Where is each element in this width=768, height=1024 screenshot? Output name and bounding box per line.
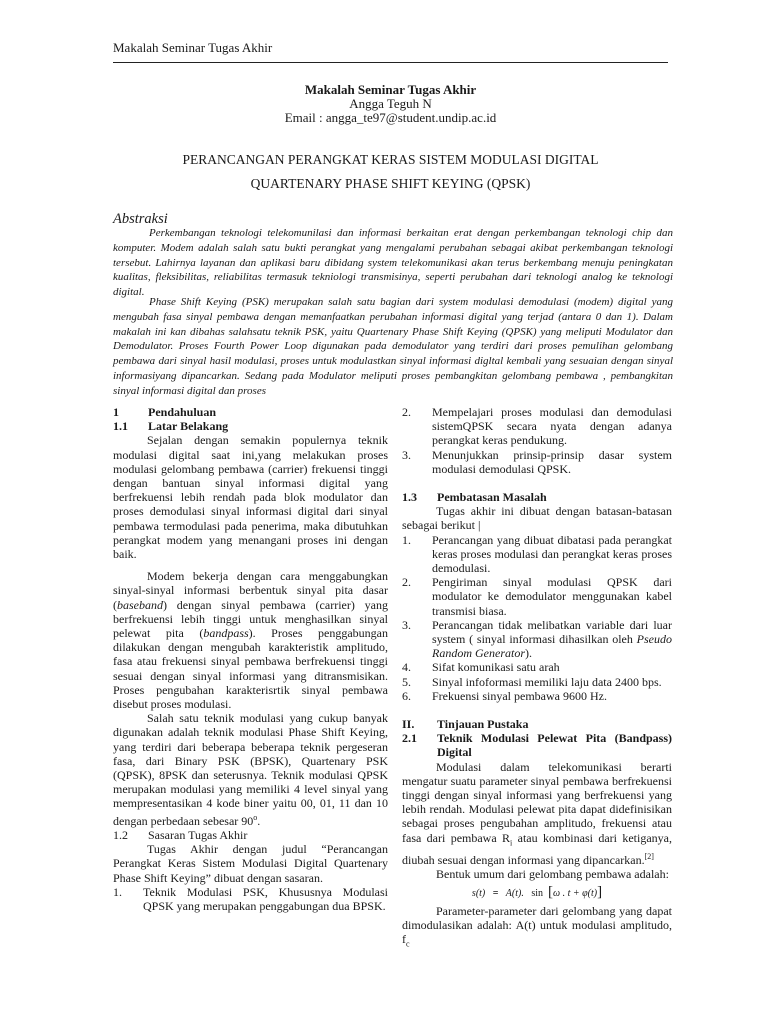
- formula-sin: sin: [531, 887, 544, 899]
- section-number: 1: [113, 405, 119, 419]
- text-run-italic: baseband: [117, 597, 163, 612]
- list-number: 5.: [402, 674, 411, 689]
- text-run: Salah satu teknik modulasi yang cukup banyak digunakan adalah teknik modulasi Phase Shift Keying, yang terdiri dari beberapa beberapa teknik pergeseran fasa, dari Binary PSK (BPSK), Quartenary PSK (QPSK), 8PSK dan seterusnya. Teknik modulasi QPSK merupakan modulasi yang memiliki 4 level sinyal yang mempresentasikan 4 kode biner yaitu 00, 01, 11 dan 10 dengan perbedaan sebesar 90: [113, 711, 388, 828]
- text-run-italic: bandpass: [203, 626, 249, 641]
- subsection-title: Latar Belakang: [148, 419, 229, 434]
- list-item: [402, 618, 672, 661]
- header-email: Email : angga_te97@student.undip.ac.id: [284, 110, 497, 125]
- list-item: [402, 405, 672, 448]
- subsection-heading: [113, 419, 388, 433]
- section-number: II.: [402, 717, 415, 732]
- text-run-italic: Pseudo Random Generator: [432, 632, 672, 661]
- subscript: i: [510, 838, 513, 848]
- list-number: 2.: [402, 575, 411, 590]
- formula-lhs: s(t): [471, 887, 486, 899]
- section-heading: [113, 405, 388, 419]
- abstract-text-2: Phase Shift Keying (PSK) merupakan salah satu bagian dari system modulasi demodulasi (modem) digital yang mengubah fasa sinyal pembawa dengan memanfaatkan perubahan informasi digital yang terjad (antara 0 dan 1). Dalam makalah ini kan dibahas salahsatu teknik PSK, yaitu Quartenary Phase Shift Keying (QPSK) yang meliputi Modulator dan Demodulator. Proses Fourth Power Loop digunakan pada demodulator yang terdiri dari proses pemulihan gelombang pembawa dari sinyal hasil modulasi, proses untuk modulastkan sinyal informasi digltal kembali yang sesuaian dengan sinyal informasiyang dipancarkan. Sedang pada Modulator meliputi proses pembangkitan gelombang pembawa , pembangkitan sinyal informasi digital dan proses: [113, 296, 673, 397]
- text-run: atau kombinasi dari ketiganya, diubah sesuai dengan informasi yang dipancarkan.: [402, 830, 672, 868]
- text-run: Tugas akhir ini dibuat dengan batasan-batasan sebagai berikut: [402, 504, 672, 533]
- list-item: [402, 689, 672, 703]
- right-column: [402, 405, 672, 952]
- header-title: Makalah Seminar Tugas Akhir: [304, 82, 477, 97]
- paragraph: Bentuk umum dari gelombang pembawa adalah:: [436, 867, 669, 882]
- subsection-number: 1.3: [402, 490, 417, 505]
- abstract-heading: Abstraksi: [113, 211, 168, 227]
- section-title: Pendahuluan: [148, 405, 217, 419]
- formula-argument: . t + φ(t): [560, 887, 598, 899]
- text-run: ). Proses penggabungan dilakukan dengan mengubah karakteristik amplitudo, fasa atau frekuensi sinyal pembawa berfrekuensi tinggi sesuai dengan sinyal informasi yang ditransmisikan. Proses pengubahan karakterisrtik sinyal pembawa disebut proses modulasi.: [113, 626, 388, 712]
- text-run: Modulasi dalam telekomunikasi berarti mengatur suatu parameter sinyal pembawa berfrekuensi tinggi dengan sinyal informasi yang berfrekuensi yang lebih rendah. Modulasi pelewat pita dapat didefinisikan sebagai proses pengubahan amplitudo, frekuensi atau fasa dari pembawa R: [402, 759, 672, 845]
- formula-amplitude: A(t).: [505, 887, 524, 899]
- paragraph: [113, 711, 388, 828]
- list-text: [432, 675, 672, 689]
- abstract-paragraph-2: [113, 295, 673, 399]
- list-text: [432, 660, 672, 674]
- subsection-title: Sasaran Tugas Akhir: [148, 827, 248, 842]
- list-number: 2.: [402, 405, 411, 419]
- abstract-paragraph-1: [113, 226, 673, 300]
- paragraph: [113, 569, 388, 711]
- subsection-number: 1.2: [113, 827, 128, 842]
- list-text: [432, 533, 672, 576]
- limitations-list: [402, 533, 672, 703]
- text-cursor-mark: |: [477, 518, 481, 533]
- running-head: Makalah Seminar Tugas Akhir: [113, 40, 273, 55]
- text-run: Parameter-parameter dari gelombang yang dapat dimodulasikan adalah: A(t) untuk modulasi amplitudo, f: [402, 903, 672, 947]
- list-text: Teknik Modulasi PSK, Khususnya Modulasi QPSK yang merupakan penggabungan dua BPSK.: [143, 884, 388, 913]
- formula-bracket-close: ]: [597, 883, 603, 900]
- paragraph: Tugas Akhir dengan judul “Perancangan Perangkat Keras Sistem Modulasi Digital Quartenary Phase Shift Keying” dibuat dengan sasaran.: [113, 842, 388, 885]
- text-run: Perancangan yang dibuat dibatasi pada perangkat keras proses modulasi dan perangkat keras proses demodulasi.: [432, 532, 672, 576]
- subsection-heading: [402, 731, 672, 759]
- subsection-number: 2.1: [402, 731, 417, 746]
- list-item: [402, 575, 672, 618]
- header-rule: [113, 62, 668, 63]
- paragraph: [402, 904, 672, 952]
- paragraph: [402, 760, 672, 868]
- list-item: [402, 660, 672, 674]
- list-number: 1.: [113, 884, 122, 899]
- list-number: 6.: [402, 688, 411, 703]
- list-text: [432, 575, 672, 618]
- list-item: [402, 448, 672, 476]
- superscript: o: [253, 812, 258, 822]
- formula-omega: ω: [553, 887, 561, 899]
- citation: [2]: [644, 852, 654, 862]
- subsection-title: Teknik Modulasi Pelewat Pita (Bandpass) Digital: [437, 731, 672, 760]
- list-item: [402, 533, 672, 576]
- list-text: Menunjukkan prinsip-prinsip dasar system modulasi demodulasi QPSK.: [432, 447, 672, 476]
- list-number: 4.: [402, 660, 411, 675]
- text-run: Sinyal infoformasi memiliki laju data 2400 bps.: [432, 674, 662, 689]
- list-number: 3.: [402, 447, 411, 462]
- section-heading: [402, 717, 672, 731]
- subsection-number: 1.1: [113, 419, 128, 434]
- list-number: 1.: [402, 532, 411, 547]
- left-column: [113, 405, 388, 913]
- text-run: Sifat komunikasi satu arah: [432, 660, 560, 675]
- formula-equals: =: [492, 887, 499, 899]
- formula-bracket-open: [: [548, 883, 554, 900]
- paper-title-line1: PERANCANGAN PERANGKAT KERAS SISTEM MODULASI DIGITAL: [182, 152, 599, 167]
- text-run: Modem bekerja dengan cara menggabungkan sinyal-sinyal informasi berbentuk sinyal pita dasar (: [113, 569, 388, 612]
- list-text: [432, 689, 672, 703]
- text-run: .: [257, 813, 261, 828]
- header-author: Angga Teguh N: [349, 96, 432, 111]
- list-item: [402, 675, 672, 689]
- paragraph: [402, 504, 672, 532]
- subscript: c: [406, 939, 410, 949]
- list-item: [113, 885, 388, 913]
- paper-title-line2: QUARTENARY PHASE SHIFT KEYING (QPSK): [250, 176, 531, 191]
- paragraph: Sejalan dengan semakin populernya teknik modulasi digital saat ini,yang melakukan proses modulasi gelombang pembawa (carrier) frekuensi tinggi dengan bantuan sinyal informasi digital yang berfrekuensi lebih rendah pada blok modulator dan proses demodulasi sinyal informasi digital dari sinyal pembawa termodulasi pada penerima, maka dibutuhkan perangkat modem yang menangani proses ini dengan baik.: [113, 433, 388, 562]
- text-run: ).: [525, 646, 532, 661]
- text-run: ) dengan sinyal pembawa (carrier) yang berfrekuensi lebih tinggi untuk menghasilkan sinyal pelewat pita (: [113, 597, 388, 641]
- subsection-heading: [402, 490, 672, 504]
- list-text: Mempelajari proses modulasi dan demodulasi sistemQPSK secara nyata dengan adanya perangkat keras pendukung.: [432, 405, 672, 448]
- abstract-text-1: Perkembangan teknologi telekomunilasi dan informasi berkaitan erat dengan perkembangan teknologi chip dan komputer. Modem adalah salah satu bukti perangkat yang mengalami perubahan sebagai akibat perkembangan teknologi tersebut. Lahirnya layanan dan aplikasi baru dibidang system telekomunikasi akan terus berkembang menuju peningkatan kualitas, fleksibilitas, reliabilitas termasuk tekniologi transmisinya, seperti perubahan dari teknologi analog ke teknologi digital.: [113, 227, 673, 299]
- subsection-heading: [113, 828, 388, 842]
- list-number: 3.: [402, 617, 411, 632]
- carrier-formula: [402, 885, 672, 901]
- list-text: [432, 618, 672, 661]
- text-run: Frekuensi sinyal pembawa 9600 Hz.: [432, 688, 607, 703]
- text-run: Pengiriman sinyal modulasi QPSK dari modulator ke demodulator menggunakan kabel transmisi biasa.: [432, 575, 672, 618]
- section-title: Tinjauan Pustaka: [437, 717, 529, 732]
- subsection-title: Pembatasan Masalah: [437, 490, 547, 505]
- text-run: Perancangan tidak melibatkan variable dari luar system ( sinyal informasi dihasilkan oleh: [432, 617, 672, 647]
